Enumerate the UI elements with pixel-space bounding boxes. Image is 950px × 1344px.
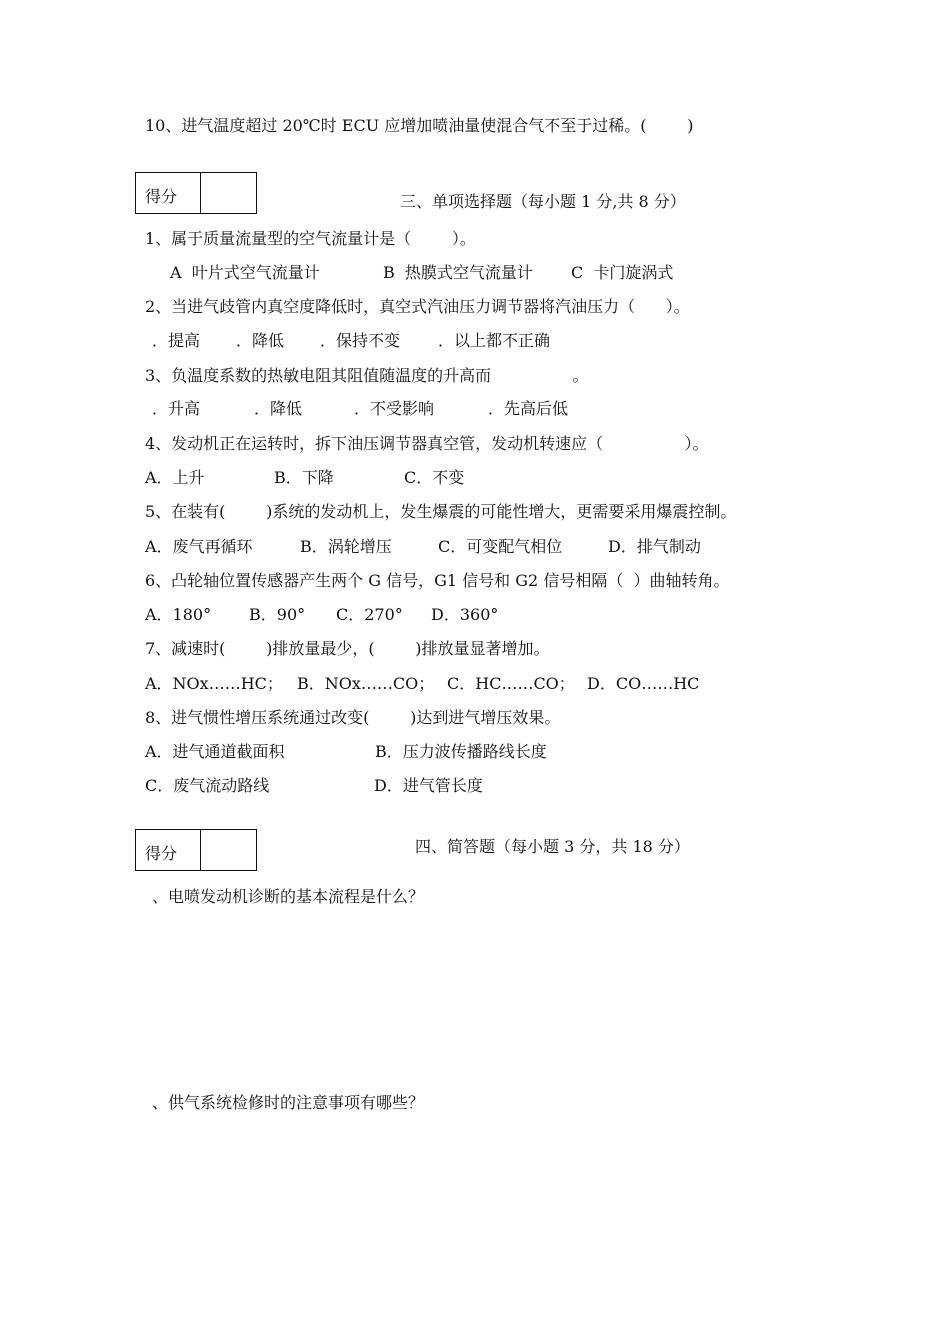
score-box-section4 <box>135 829 257 871</box>
mcq-question-3: 3、负温度系数的热敏电阻其阻值随温度的升高而 。 <box>145 366 589 385</box>
mcq-8-option-c: C．废气流动路线 <box>145 776 270 795</box>
mcq-3-option-b: ．降低 <box>254 399 303 418</box>
mcq-2-option-c: ．保持不变 <box>320 331 401 350</box>
mcq-7-option-b: B．NOx……CO； <box>297 674 435 693</box>
score-label: 得分 <box>136 830 201 870</box>
mcq-5-option-a: A．废气再循环 <box>145 537 253 556</box>
score-blank <box>201 830 256 870</box>
mcq-2-option-a: ．提高 <box>152 331 201 350</box>
mcq-7-option-c: C．HC……CO； <box>447 674 575 693</box>
mcq-question-4: 4、发动机正在运转时，拆下油压调节器真空管，发动机转速应（ ）。 <box>145 434 709 453</box>
mcq-7-option-d: D．CO……HC <box>587 674 700 693</box>
section4-title: 四、简答题（每小题 3 分，共 18 分） <box>415 837 690 856</box>
mcq-6-option-a: A．180° <box>145 605 212 624</box>
mcq-2-option-d: ．以上都不正确 <box>438 331 551 350</box>
score-box-section3 <box>135 172 257 214</box>
mcq-3-option-d: ．先高后低 <box>488 399 569 418</box>
mcq-6-option-b: B．90° <box>249 605 306 624</box>
mcq-5-option-d: D．排气制动 <box>608 537 701 556</box>
mcq-1-option-b: B 热膜式空气流量计 <box>383 263 533 282</box>
mcq-5-option-b: B．涡轮增压 <box>300 537 392 556</box>
mcq-4-option-a: A．上升 <box>145 468 205 487</box>
mcq-6-option-c: C．270° <box>336 605 403 624</box>
mcq-8-option-d: D．进气管长度 <box>374 776 483 795</box>
mcq-4-option-b: B．下降 <box>274 468 334 487</box>
mcq-question-6: 6、凸轮轴位置传感器产生两个 G 信号，G1 信号和 G2 信号相隔（ ）曲轴转角。 <box>145 571 730 590</box>
mcq-3-option-c: ．不受影响 <box>354 399 435 418</box>
score-blank <box>201 173 256 213</box>
mcq-8-option-b: B．压力波传播路线长度 <box>375 742 547 761</box>
mcq-6-option-d: D．360° <box>431 605 499 624</box>
mcq-4-option-c: C．不变 <box>404 468 465 487</box>
mcq-2-option-b: ．降低 <box>236 331 285 350</box>
mcq-question-5: 5、在装有( )系统的发动机上，发生爆震的可能性增大，更需要采用爆震控制。 <box>145 502 737 521</box>
true-false-question-10: 10、进气温度超过 20℃时 ECU 应增加喷油量使混合气不至于过稀。( ) <box>145 116 694 135</box>
mcq-question-1: 1、属于质量流量型的空气流量计是（ ）。 <box>145 229 476 248</box>
short-answer-question-1: 、电喷发动机诊断的基本流程是什么？ <box>152 887 425 906</box>
mcq-5-option-c: C．可变配气相位 <box>438 537 563 556</box>
mcq-1-option-a: A 叶片式空气流量计 <box>170 263 320 282</box>
mcq-7-option-a: A．NOx……HC； <box>145 674 283 693</box>
mcq-question-8: 8、进气惯性增压系统通过改变( )达到进气增压效果。 <box>145 708 561 727</box>
mcq-question-2: 2、当进气歧管内真空度降低时，真空式汽油压力调节器将汽油压力（ ）。 <box>145 297 690 316</box>
mcq-3-option-a: ．升高 <box>152 399 201 418</box>
mcq-question-7: 7、减速时( )排放量最少，( )排放量显著增加。 <box>145 639 550 658</box>
mcq-8-option-a: A．进气通道截面积 <box>145 742 285 761</box>
section3-title: 三、单项选择题（每小题 1 分,共 8 分） <box>400 192 686 211</box>
short-answer-question-2: 、供气系统检修时的注意事项有哪些？ <box>152 1093 425 1112</box>
mcq-1-option-c: C 卡门旋涡式 <box>571 263 674 282</box>
score-label: 得分 <box>136 173 201 213</box>
